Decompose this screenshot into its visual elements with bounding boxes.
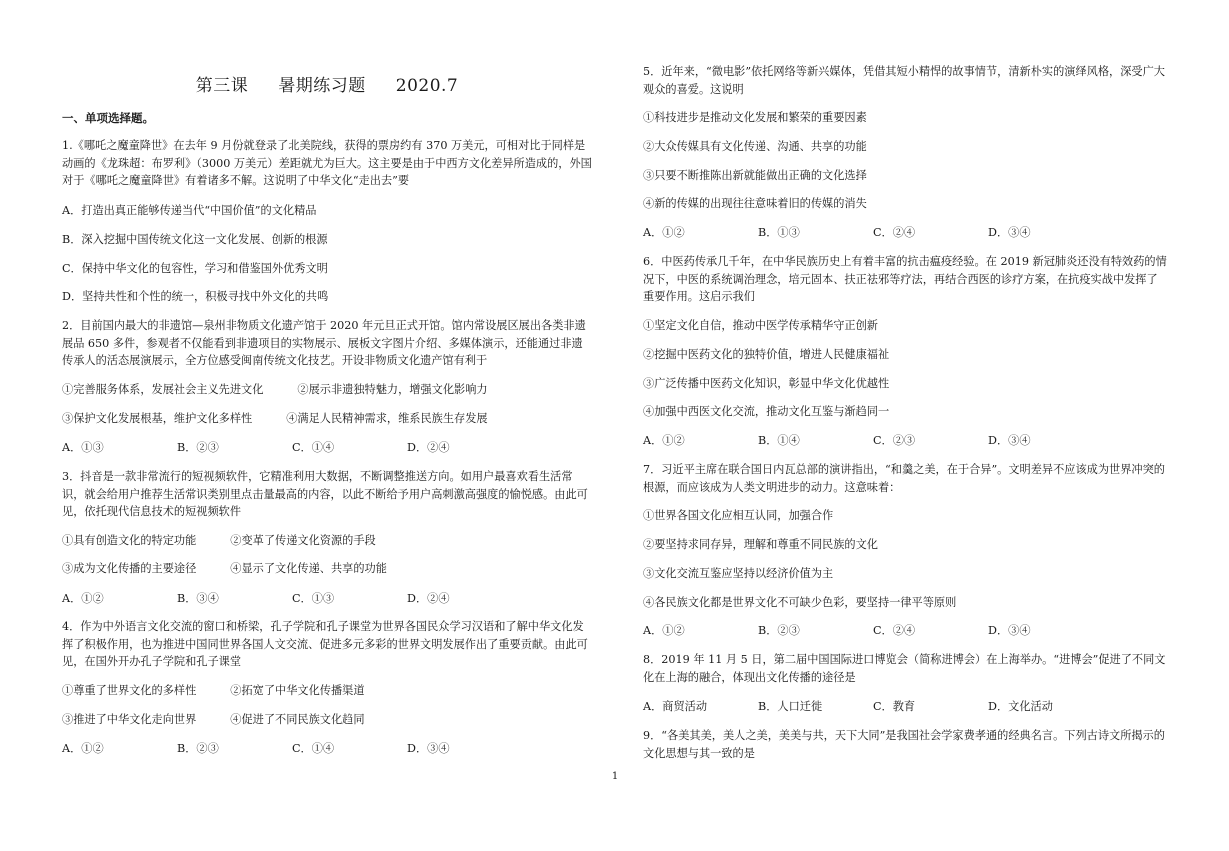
- q5-option-d: D．③④: [988, 226, 1031, 239]
- q4-option-d: D．③④: [407, 742, 450, 755]
- q3-option-c: C．①③: [292, 592, 335, 605]
- q3-stem: 3．抖音是一款非常流行的短视频软件，它精准利用大数据，不断调整推送方向。如用户最喜欢看生活常识，就会给用户推荐生活常识类别里点击量最高的内容，以此不断给予用户高刺激高强度的愉悦感。由此可见，依托现代信息技术的短视频软件: [62, 470, 588, 518]
- q2-statement-4: ④满足人民精神需求，维系民族生存发展: [286, 412, 488, 425]
- q7-option-c: C．②④: [873, 624, 916, 637]
- q8-options: [643, 698, 1168, 716]
- q5-statement-4: ④新的传媒的出现往往意味着旧的传媒的消失: [643, 197, 867, 210]
- q8-option-c: C．教育: [873, 700, 916, 713]
- q6-options: [643, 432, 1168, 450]
- q8-stem: 8．2019 年 11 月 5 日，第二届中国国际进口博览会（简称进博会）在上海举办。“进博会”促进了不同文化在上海的融合，体现出文化传播的途径是: [643, 653, 1166, 684]
- q2-statement-3: ③保护文化发展根基，维护文化多样性: [62, 412, 253, 425]
- q6-option-b: B．①④: [758, 434, 800, 447]
- q2-option-c: C．①④: [292, 441, 335, 454]
- q2-option-a: A．①③: [62, 441, 104, 454]
- q8-option-a: A．商贸活动: [643, 700, 708, 713]
- q5-statement-2: ②大众传媒具有文化传递、沟通、共享的功能: [643, 140, 867, 153]
- q4-stem: 4．作为中外语言文化交流的窗口和桥梁，孔子学院和孔子课堂为世界各国民众学习汉语和了解中华文化发挥了积极作用，也为推进中国同世界各国人文交流、促进多元多彩的世界文明发展作出了重要贡献。由此可见，在国外开办孔子学院和孔子课堂: [62, 620, 588, 668]
- q8-option-b: B．人口迁徙: [758, 700, 823, 713]
- q2-statements-row2: [62, 410, 592, 428]
- q4-option-a: A．①②: [62, 742, 104, 755]
- q2-statement-2: ②展示非遗独特魅力，增强文化影响力: [297, 383, 488, 396]
- q2-options: [62, 439, 592, 457]
- q6-option-d: D．③④: [988, 434, 1031, 447]
- title-date: 2020.7: [395, 76, 459, 96]
- q6-option-c: C．②③: [873, 434, 916, 447]
- q7-statement-1: ①世界各国文化应相互认同，加强合作: [643, 509, 834, 522]
- q4-statement-4: ④促进了不同民族文化趋同: [230, 713, 365, 726]
- q2-statements-row1: [62, 381, 592, 399]
- q5-option-c: C．②④: [873, 226, 916, 239]
- q1-option-c: C．保持中华文化的包容性，学习和借鉴国外优秀文明: [62, 262, 328, 275]
- q2-statement-1: ①完善服务体系，发展社会主义先进文化: [62, 383, 264, 396]
- q6-statement-2: ②挖掘中医药文化的独特价值，增进人民健康福祉: [643, 348, 890, 361]
- q3-statements-row1: [62, 532, 592, 550]
- q3-statement-3: ③成为文化传播的主要途径: [62, 562, 197, 575]
- q2-option-d: D．②④: [407, 441, 450, 454]
- q7-option-a: A．①②: [643, 624, 685, 637]
- q3-statements-row2: [62, 560, 592, 578]
- q6-statement-4: ④加强中西医文化交流，推动文化互鉴与渐趋同一: [643, 405, 890, 418]
- q3-statement-2: ②变革了传递文化资源的手段: [230, 534, 376, 547]
- q5-option-a: A．①②: [643, 226, 685, 239]
- q3-option-a: A．①②: [62, 592, 104, 605]
- title-name: 暑期练习题: [278, 76, 366, 96]
- q2-option-b: B．②③: [177, 441, 219, 454]
- page-title: [62, 71, 592, 96]
- q7-stem: 7．习近平主席在联合国日内瓦总部的演讲指出，“和羹之美，在于合异”。文明差异不应该成为世界冲突的根源，而应该成为人类文明进步的动力。这意味着：: [643, 463, 1165, 494]
- q6-statement-3: ③广泛传播中医药文化知识，彰显中华文化优越性: [643, 377, 890, 390]
- q7-statement-2: ②要坚持求同存异，理解和尊重不同民族的文化: [643, 538, 878, 551]
- q7-options: [643, 622, 1168, 640]
- q6-statement-1: ①坚定文化自信，推动中医学传承精华守正创新: [643, 319, 878, 332]
- q1-option-a: A．打造出真正能够传递当代“中国价值”的文化精品: [62, 204, 317, 217]
- q5-statement-1: ①科技进步是推动文化发展和繁荣的重要因素: [643, 111, 867, 124]
- q7-statement-4: ④各民族文化都是世界文化不可缺少色彩，要坚持一律平等原则: [643, 596, 957, 609]
- q3-option-b: B．③④: [177, 592, 219, 605]
- section-title: 一、单项选择题。: [62, 111, 154, 125]
- q5-option-b: B．①③: [758, 226, 800, 239]
- q3-option-d: D．②④: [407, 592, 450, 605]
- q5-statement-3: ③只要不断推陈出新就能做出正确的文化选择: [643, 169, 867, 182]
- q4-options: [62, 740, 592, 758]
- q5-stem: 5．近年来，“微电影”依托网络等新兴媒体，凭借其短小精悍的故事情节，清新朴实的演绎风格，深受广大观众的喜爱。这说明: [643, 65, 1165, 96]
- q6-option-a: A．①②: [643, 434, 685, 447]
- q4-option-b: B．②③: [177, 742, 219, 755]
- q4-statements-row2: [62, 711, 592, 729]
- q6-stem: 6．中医药传承几千年，在中华民族历史上有着丰富的抗击瘟疫经验。在 2019 新冠肺炎还没有特效药的情况下，中医的系统调治理念，培元固本、扶正祛邪等疗法，再结合西医的诊疗方案，在抗疫实战中发挥了重要作用。这启示我们: [643, 255, 1167, 303]
- q1-option-b: B．深入挖掘中国传统文化这一文化发展、创新的根源: [62, 233, 328, 246]
- page-number: 1: [611, 771, 619, 782]
- q4-statement-2: ②拓宽了中华文化传播渠道: [230, 684, 365, 697]
- q4-option-c: C．①④: [292, 742, 335, 755]
- q4-statement-1: ①尊重了世界文化的多样性: [62, 684, 197, 697]
- q3-statement-1: ①具有创造文化的特定功能: [62, 534, 197, 547]
- q8-option-d: D．文化活动: [988, 700, 1053, 713]
- q3-statement-4: ④显示了文化传递、共享的功能: [230, 562, 387, 575]
- q4-statements-row1: [62, 682, 592, 700]
- q7-option-b: B．②③: [758, 624, 800, 637]
- q5-options: [643, 224, 1168, 242]
- q7-statement-3: ③文化交流互鉴应坚持以经济价值为主: [643, 567, 834, 580]
- q3-options: [62, 590, 592, 608]
- q2-stem: 2．目前国内最大的非遗馆—泉州非物质文化遗产馆于 2020 年元旦正式开馆。馆内常设展区展出各类非遗展品 650 多件，参观者不仅能看到非遗项目的实物展示、展板文字图片介绍、多媒体演示，还能通过非遗传承人的活态展演展示，全方位感受闽南传统文化技艺。开设非物质文化遗产馆有利于: [62, 319, 586, 367]
- q1-option-d: D．坚持共性和个性的统一，积极寻找中外文化的共鸣: [62, 290, 329, 303]
- q1-stem: 1.《哪吒之魔童降世》在去年 9 月份就登录了北美院线，获得的票房约有 370 万美元，可相对比于同样是动画的《龙珠超：布罗利》（3000 万美元）差距就尤为巨大。这主要是由于中西方文化差异所造成的，外国对于《哪吒之魔童降世》有着诸多不解。这说明了中华文化“走出去”要: [62, 139, 592, 187]
- title-course: 第三课: [195, 76, 249, 96]
- q7-option-d: D．③④: [988, 624, 1031, 637]
- q9-stem: 9．“各美其美，美人之美，美美与共，天下大同”是我国社会学家费孝通的经典名言。下列古诗文所揭示的文化思想与其一致的是: [643, 729, 1165, 760]
- q4-statement-3: ③推进了中华文化走向世界: [62, 713, 197, 726]
